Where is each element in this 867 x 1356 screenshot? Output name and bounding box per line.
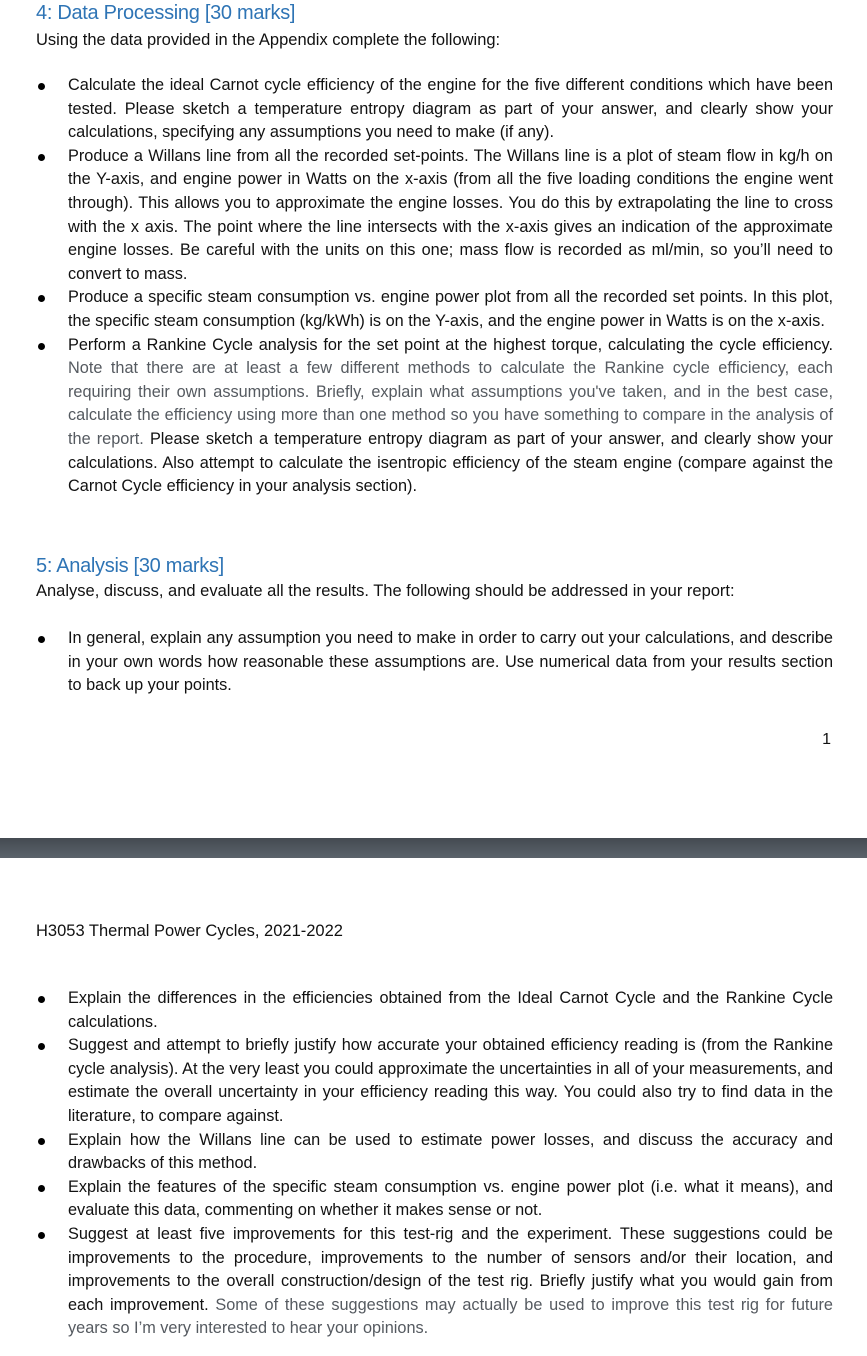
bullet-text-lead: Perform a Rankine Cycle analysis for the set point at the highest torque, calculating the cycle efficiency. [68, 335, 833, 354]
bullet-icon [38, 1232, 45, 1239]
bullet-text-note: Note that there are at least a few different methods to calculate the Rankine cycle efficiency, each requiring their own assumptions. Briefly, explain what assumptions you've taken, and in the best case, calculate the efficiency using more than one method so you have something to compare in the analysis of the report. [68, 359, 833, 448]
bullet-icon [38, 83, 45, 90]
section-4-heading: 4: Data Processing [30 marks] [36, 2, 296, 24]
list-item [0, 286, 867, 333]
bullet-text: Explain the features of the specific steam consumption vs. engine power plot (i.e. what it means), and evaluate this data, commenting on whether it makes sense or not. [68, 1177, 833, 1220]
running-header: H3053 Thermal Power Cycles, 2021-2022 [36, 922, 343, 940]
bullet-icon [38, 295, 45, 302]
list-item [0, 145, 867, 287]
bullet-text: Explain the differences in the efficiencies obtained from the Ideal Carnot Cycle and the Rankine Cycle calculations. [68, 989, 833, 1031]
page-separator [0, 838, 867, 858]
section-5-bullet-list [0, 627, 867, 698]
list-item [0, 1176, 867, 1223]
bullet-text: In general, explain any assumption you need to make in order to carry out your calculations, and describe in your own words how reasonable these assumptions are. Use numerical data from your results section to back up your points. [68, 629, 833, 695]
section-4-bullet-list [0, 74, 867, 499]
bullet-text: Calculate the ideal Carnot cycle efficiency of the engine for the five different conditions which have been tested. Please sketch a temperature entropy diagram as part of your answer, and clearly show your calculations, specifying any assumptions you need to make (if any). [68, 76, 833, 142]
bullet-icon [38, 996, 45, 1003]
bullet-text: Suggest at least five improvements for this test-rig and the experiment. These suggestions could be improvements to the procedure, improvements to the number of sensors and/or their location, and improvements to the overall construction/design of the test rig. Briefly justify what you would gain from each improvement. [68, 1224, 833, 1314]
bullet-text-note: Some of these suggestions may actually be used to improve this test rig for future years so I’m very interested to hear your opinions. [68, 1295, 833, 1338]
list-item [0, 1223, 867, 1341]
bullet-text: Suggest and attempt to briefly justify how accurate your obtained efficiency reading is (from the Rankine cycle analysis). At the very least you could approximate the uncertainties in all of your measurements, and estimate the overall uncertainty in your efficiency reading this way. You could also try to find data in the literature, to compare against. [68, 1036, 833, 1125]
bullet-icon [38, 636, 45, 643]
list-item [0, 627, 867, 698]
list-item [0, 334, 867, 499]
bullet-icon [38, 1138, 45, 1145]
page-2-bullet-list [0, 987, 867, 1341]
bullet-text: Explain how the Willans line can be used to estimate power losses, and discuss the accuracy and drawbacks of this method. [68, 1130, 833, 1173]
section-4-intro: Using the data provided in the Appendix complete the following: [36, 31, 501, 49]
list-item [0, 74, 867, 145]
bullet-icon [38, 1043, 45, 1050]
bullet-text-tail: convert to mass. [68, 264, 188, 283]
section-5-intro: Analyse, discuss, and evaluate all the results. The following should be addressed in your report: [36, 582, 735, 600]
bullet-text: Produce a Willans line from all the recorded set-points. The Willans line is a plot of steam flow in kg/h on the Y-axis, and engine power in Watts on the x-axis (from all the five loading conditions the engine went through). This allows you to approximate the engine losses. You do this by extrapolating the line to cross with the x axis. The point where the line intersects with the x-axis gives an indication of the approximate engine losses. Be careful with the units on this one; mass flow is recorded as ml/min, so you’ll need to [68, 146, 833, 260]
list-item [0, 1034, 867, 1128]
bullet-icon [38, 154, 45, 161]
bullet-icon [38, 1185, 45, 1192]
section-5-heading: 5: Analysis [30 marks] [36, 555, 224, 577]
bullet-icon [38, 343, 45, 350]
bullet-text: Produce a specific steam consumption vs. engine power plot from all the recorded set points. In this plot, the specific steam consumption (kg/kWh) is on the Y-axis, and the engine power in Watts is on the x-axis. [68, 288, 833, 330]
list-item [0, 987, 867, 1034]
page-number: 1 [822, 731, 831, 748]
bullet-text-tail: Please sketch a temperature entropy diagram as part of your answer, and clearly show your calculations. Also attempt to calculate the isentropic efficiency of the steam engine (compare against the Carnot Cycle efficiency in your analysis section). [68, 429, 833, 496]
list-item [0, 1129, 867, 1176]
